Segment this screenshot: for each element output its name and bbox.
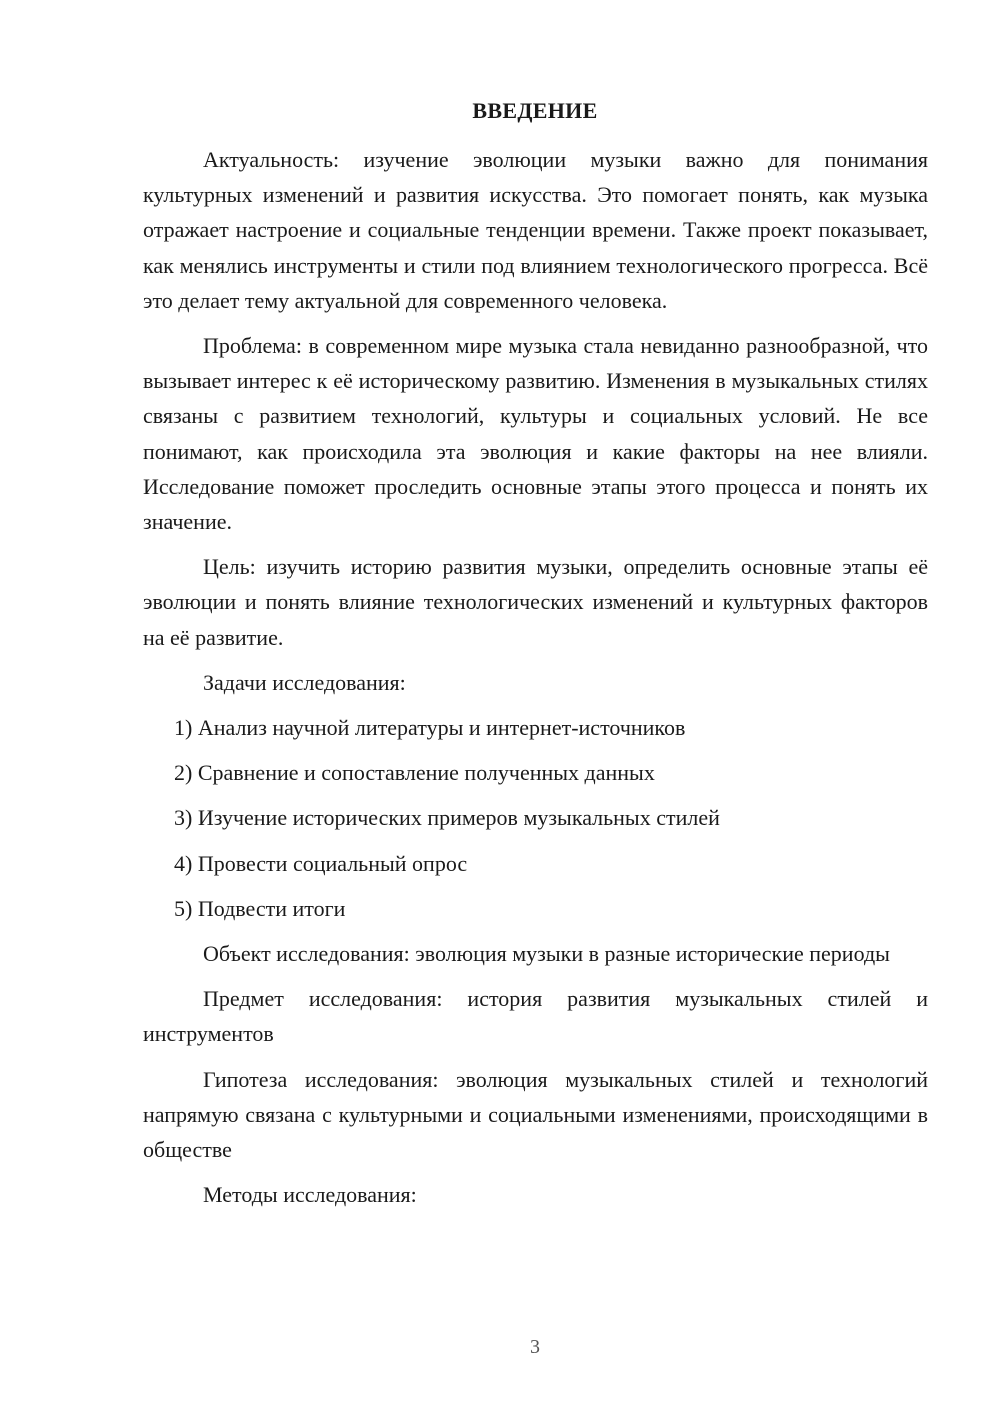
task-item: 3) Изучение исторических примеров музыкальных стилей bbox=[174, 805, 720, 831]
task-item: 1) Анализ научной литературы и интернет-источников bbox=[174, 715, 686, 741]
page-title: ВВЕДЕНИЕ bbox=[472, 98, 598, 123]
hypothesis-paragraph: Гипотеза исследования: эволюция музыкальных стилей и технологий напрямую связана с культурными и социальными изменениями, происходящими в обществе bbox=[143, 1066, 928, 1163]
task-item: 4) Провести социальный опрос bbox=[174, 850, 468, 876]
document-body bbox=[143, 142, 928, 1222]
goal-paragraph: Цель: изучить историю развития музыки, определить основные этапы её эволюции и понять влияние технологических изменений и культурных факторов на её развитие. bbox=[143, 554, 928, 650]
object-paragraph: Объект исследования: эволюция музыки в разные исторические периоды bbox=[203, 941, 890, 967]
subject-paragraph: Предмет исследования: история развития музыкальных стилей и инструментов bbox=[143, 986, 928, 1047]
tasks-heading: Задачи исследования: bbox=[203, 669, 406, 695]
task-item: 5) Подвести итоги bbox=[174, 895, 346, 921]
relevance-paragraph: Актуальность: изучение эволюции музыки важно для понимания культурных изменений и развития искусства. Это помогает понять, как музыка отражает настроение и социальные тенденции времени. Также проект показывает, как менялись инструменты и стили под влиянием технологического прогресса. Всё это делает тему актуальной для современного человека. bbox=[143, 147, 928, 313]
problem-paragraph: Проблема: в современном мире музыка стала невиданно разнообразной, что вызывает интерес к её историческому развитию. Изменения в музыкальных стилях связаны с развитием технологий, культуры и социальных условий. Не все понимают, как происходила эта эволюция и какие факторы на нее влияли. Исследование поможет проследить основные этапы этого процесса и понять их значение. bbox=[143, 333, 928, 535]
task-item: 2) Сравнение и сопоставление полученных данных bbox=[174, 760, 655, 786]
page-number: 3 bbox=[530, 1336, 540, 1358]
tasks-list bbox=[143, 710, 928, 926]
methods-heading: Методы исследования: bbox=[203, 1182, 417, 1208]
